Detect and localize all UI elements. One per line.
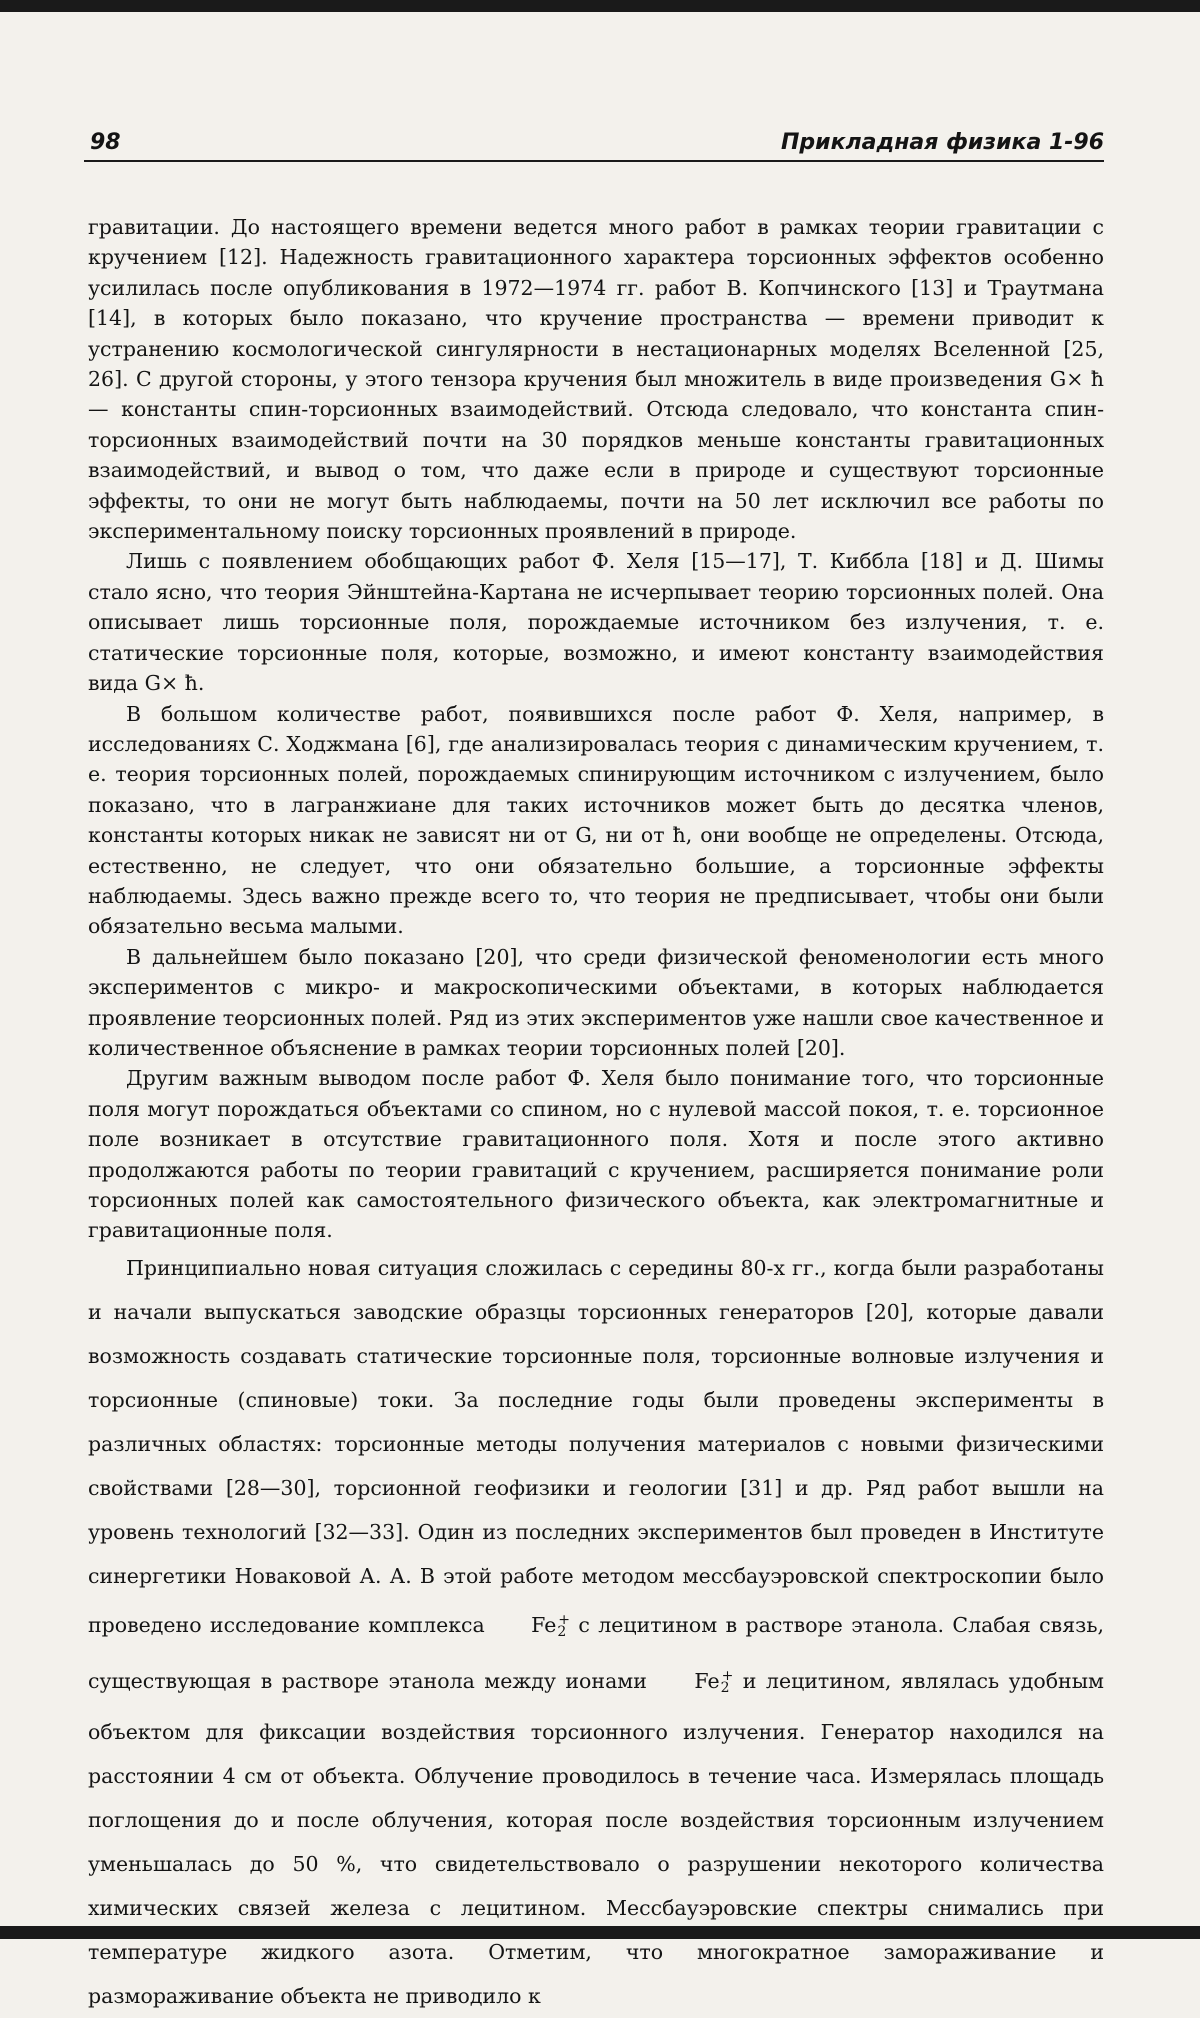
- paragraph-2: Лишь с появлением обобщающих работ Ф. Хеля [15—17], Т. Киббла [18] и Д. Шимы стало ясно, что теория Эйнштейна-Картана не исчерпывает теорию торсионных полей. Она описывает лишь торсионные поля, порождаемые источником без излучения, т. е. статические торсионные поля, которые, возможно, и имеют константу взаимодействия вида G× ħ.: [88, 549, 1104, 696]
- bottom-scan-border: [0, 1926, 1200, 1939]
- paragraph-6-part-b: с лецитином в растворе этанола. Слабая связь, существующая в растворе этанола между ионами: [88, 1612, 1104, 1693]
- formula-superscript: +: [558, 1611, 571, 1628]
- formula-superscript-second: +: [721, 1667, 734, 1684]
- paragraph-1: гравитации. До настоящего времени ведется много работ в рамках теории гравитации с кручением [12]. Надежность гравитационного характера торсионных эффектов особенно усилилась после опубликования в 1972—1974 гг. работ В. Копчинского [13] и Траутмана [14], в которых было показано, что кручение пространства — времени приводит к устранению космологической сингулярности в нестационарных моделях Вселенной [25, 26]. С другой стороны, у этого тензора кручения был множитель в виде произведения G× ħ — константы спин-торсионных взаимодействий. Отсюда следовало, что константа спин-торсионных взаимодействий почти на 30 порядков меньше константы гравитационных взаимодействий, и вывод о том, что даже если в природе и существуют торсионные эффекты, то они не могут быть наблюдаемы, почти на 50 лет исключил все работы по экспериментальному поиску торсионных проявлений в природе.: [88, 215, 1104, 544]
- running-title: Прикладная физика 1-96: [781, 130, 1104, 155]
- formula-base-second: Fe: [694, 1668, 720, 1693]
- article-body: [88, 212, 1104, 2018]
- paragraph-6-part-c: и лецитином, являлась удобным объектом для фиксации воздействия торсионного излучения. Генератор находился на расстоянии 4 см от объекта. Облучение проводилось в течение часа. Измерялась площадь поглощения до и после облучения, которая после воздействия торсионным излучением уменьшалась до 50 %, что свидетельствовало о разрушении некоторого количества химических связей железа с лецитином. Мессбауэровские спектры снимались при температуре жидкого азота. Отметим, что многократное замораживание и размораживание объекта не приводило к: [88, 1668, 1104, 2008]
- formula-fe2-plus-second: [656, 1654, 733, 1710]
- paragraph-4: В дальнейшем было показано [20], что среди физической феноменологии есть много экспериментов с микро- и макроскопическими объектами, в которых наблюдается проявление теорсионных полей. Ряд из этих экспериментов уже нашли свое качественное и количественное объяснение в рамках теории торсионных полей [20].: [88, 944, 1104, 1060]
- top-scan-border: [0, 0, 1200, 12]
- paragraph-5: Другим важным выводом после работ Ф. Хеля было понимание того, что торсионные поля могут порождаться объектами со спином, но с нулевой массой покоя, т. е. торсионное поле возникает в отсутствие гравитационного поля. Хотя и после этого активно продолжаются работы по теории гравитаций с кручением, расширяется понимание роли торсионных полей как самостоятельного физического объекта, как электромагнитные и гравитационные поля.: [88, 1066, 1104, 1243]
- page-header: [84, 126, 1104, 162]
- paragraph-6-part-a: Принципиально новая ситуация сложилась с середины 80-х гг., когда были разработаны и начали выпускаться заводские образцы торсионных генераторов [20], которые давали возможность создавать статические торсионные поля, торсионные волновые излучения и торсионные (спиновые) токи. За последние годы были проведены эксперименты в различных областях: торсионные методы получения материалов с новыми физическими свойствами [28—30], торсионной геофизики и геологии [31] и др. Ряд работ вышли на уровень технологий [32—33]. Один из последних экспериментов был проведен в Институте синергетики Новаковой А. А. В этой работе методом мессбауэровской спектроскопии было проведено исследование комплекса: [88, 1255, 1104, 1637]
- formula-subscript-second: 2: [720, 1679, 730, 1696]
- formula-fe2-plus: [493, 1598, 570, 1654]
- paragraph-6: [88, 1246, 1104, 2018]
- paragraph-3: В большом количестве работ, появившихся после работ Ф. Хеля, например, в исследованиях С. Ходжмана [6], где анализировалась теория с динамическим кручением, т. е. теория торсионных полей, порождаемых спинирующим источником с излучением, было показано, что в лагранжиане для таких источников может быть до десятка членов, константы которых никак не зависят ни от G, ни от ħ, они вообще не определены. Отсюда, естественно, не следует, что они обязательно большие, а торсионные эффекты наблюдаемы. Здесь важно прежде всего то, что теория не предписывает, чтобы они были обязательно весьма малыми.: [88, 701, 1104, 939]
- formula-base: Fe: [531, 1612, 557, 1637]
- page-number: 98: [90, 130, 121, 155]
- formula-subscript: 2: [557, 1623, 567, 1640]
